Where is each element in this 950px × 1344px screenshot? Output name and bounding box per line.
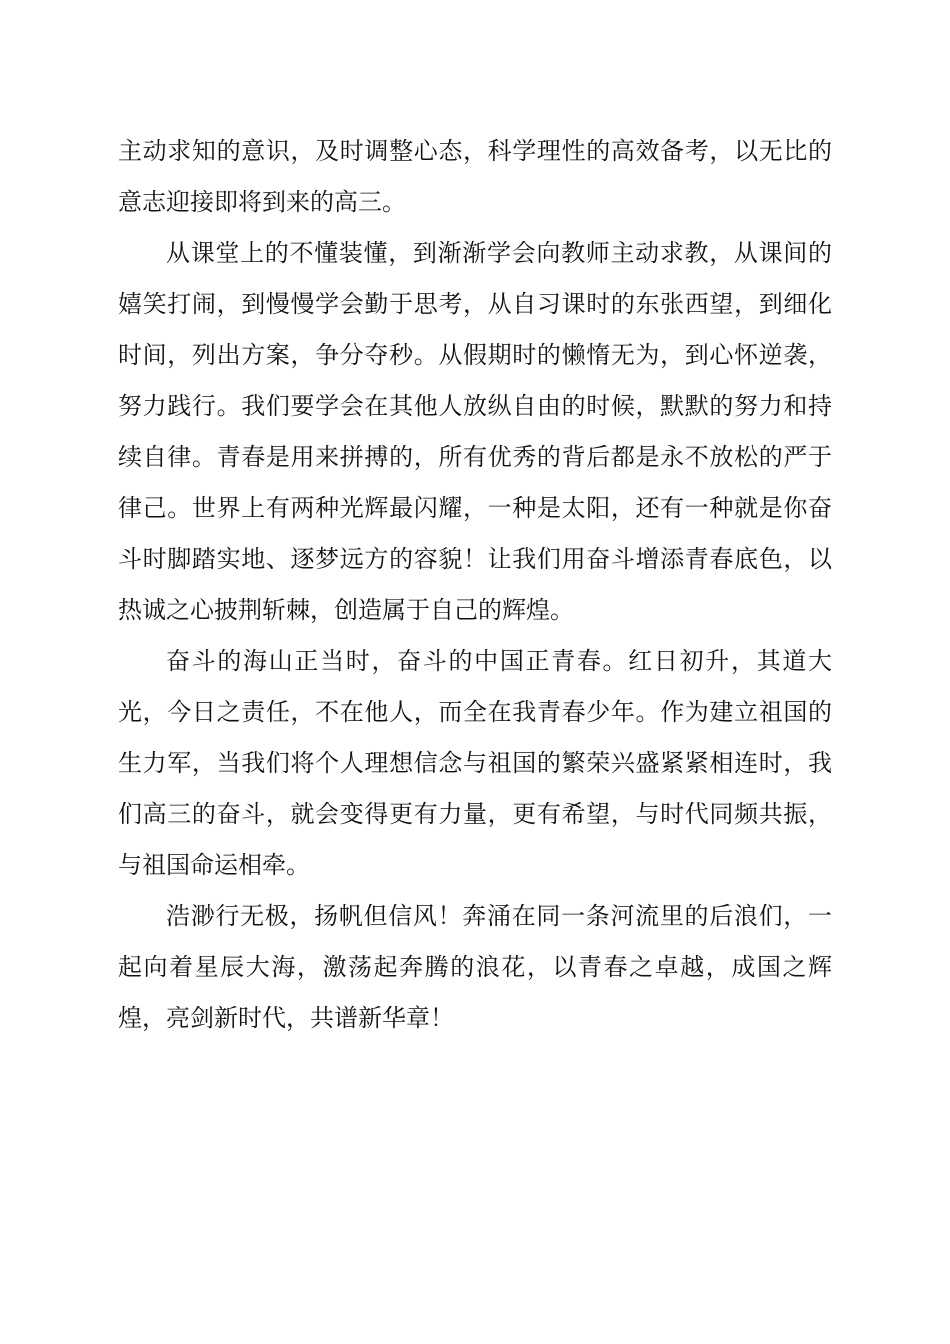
- paragraph-2: 从课堂上的不懂装懂，到渐渐学会向教师主动求教，从课间的嬉笑打闹，到慢慢学会勤于思考，从自习课时的东张西望，到细化时间，列出方案，争分夺秒。从假期时的懒惰无为，到心怀逆袭，努力践行。我们要学会在其他人放纵自由的时候，默默的努力和持续自律。青春是用来拼搏的，所有优秀的背后都是永不放松的严于律己。世界上有两种光辉最闪耀，一种是太阳，还有一种就是你奋斗时脚踏实地、逐梦远方的容貌！让我们用奋斗增添青春底色，以热诚之心披荆斩棘，创造属于自己的辉煌。: [118, 239, 832, 624]
- paragraph-3: 奋斗的海山正当时，奋斗的中国正青春。红日初升，其道大光，今日之责任，不在他人，而全在我青春少年。作为建立祖国的生力军，当我们将个人理想信念与祖国的繁荣兴盛紧紧相连时，我们高三的奋斗，就会变得更有力量，更有希望，与时代同频共振，与祖国命运相牵。: [118, 647, 832, 879]
- document-body: [118, 126, 832, 1044]
- paragraph-4: 浩渺行无极，扬帆但信风！奔涌在同一条河流里的后浪们，一起向着星辰大海，激荡起奔腾的浪花，以青春之卓越，成国之辉煌，亮剑新时代，共谱新华章！: [118, 902, 832, 1032]
- paragraph-1: 主动求知的意识，及时调整心态，科学理性的高效备考，以无比的意志迎接即将到来的高三。: [118, 137, 832, 216]
